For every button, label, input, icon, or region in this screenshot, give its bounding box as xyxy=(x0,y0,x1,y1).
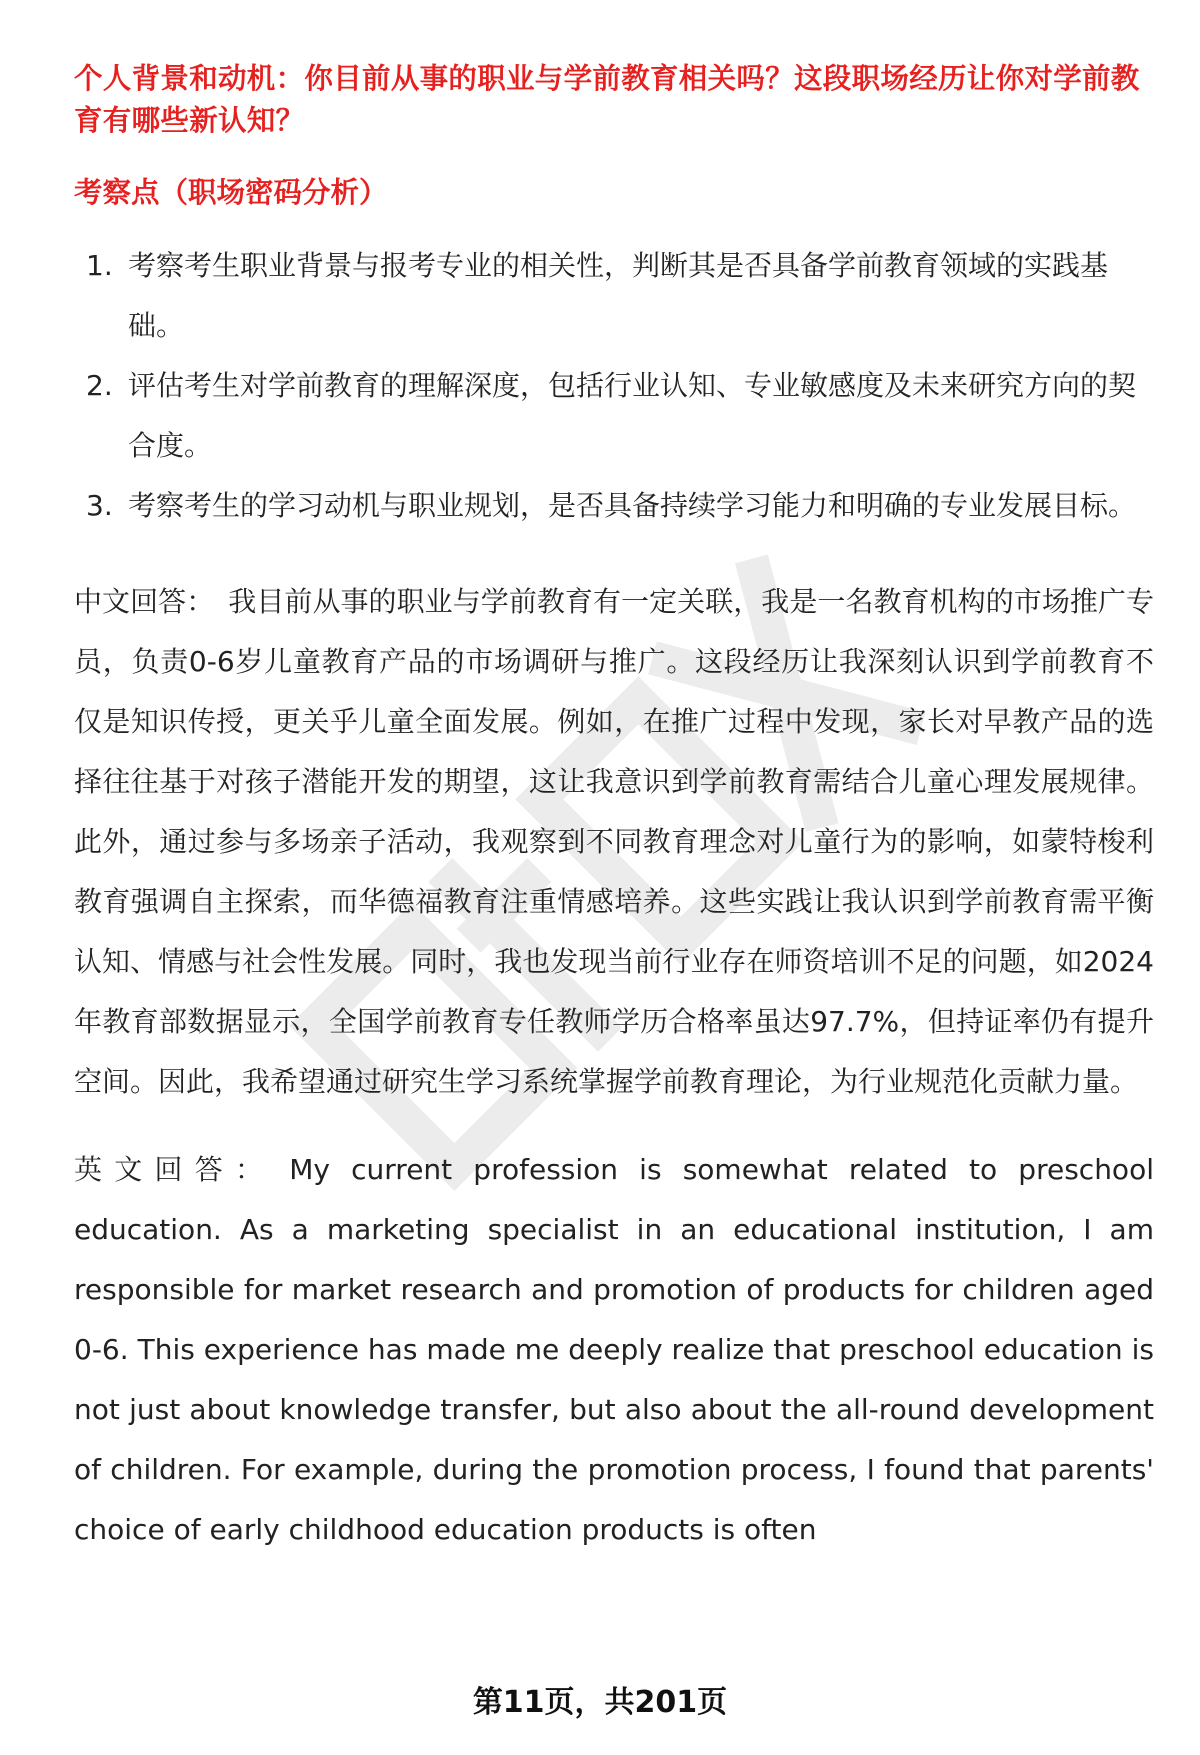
list-item-number: 3. xyxy=(86,489,113,522)
assessment-points-list xyxy=(74,236,1154,536)
list-item-number: 2. xyxy=(86,369,113,402)
page-number-footer: 第11页，共201页 xyxy=(472,1685,728,1720)
list-item xyxy=(74,476,1154,536)
document-content xyxy=(74,58,1154,1560)
english-answer-label: 英文回答： xyxy=(74,1153,276,1186)
chinese-answer xyxy=(74,572,1154,1112)
english-answer xyxy=(74,1140,1154,1560)
chinese-answer-label: 中文回答： xyxy=(74,585,215,618)
list-item xyxy=(74,236,1154,356)
question-heading: 个人背景和动机：你目前从事的职业与学前教育相关吗？这段职场经历让你对学前教育有哪些新认知？ xyxy=(74,62,1140,137)
list-item-text: 考察考生的学习动机与职业规划，是否具备持续学习能力和明确的专业发展目标。 xyxy=(128,489,1137,522)
list-item-text: 考察考生职业背景与报考专业的相关性，判断其是否具备学前教育领域的实践基础。 xyxy=(128,249,1109,342)
chinese-answer-text: 我目前从事的职业与学前教育有一定关联，我是一名教育机构的市场推广专员，负责0-6岁儿童教育产品的市场调研与推广。这段经历让我深刻认识到学前教育不仅是知识传授，更关乎儿童全面发展。例如，在推广过程中发现，家长对早教产品的选择往往基于对孩子潜能开发的期望，这让我意识到学前教育需结合儿童心理发展规律。此外，通过参与多场亲子活动，我观察到不同教育理念对儿童行为的影响，如蒙特梭利教育强调自主探索，而华德福教育注重情感培养。这些实践让我认识到学前教育需平衡认知、情感与社会性发展。同时，我也发现当前行业存在师资培训不足的问题，如2024年教育部数据显示，全国学前教育专任教师学历合格率虽达97.7%，但持证率仍有提升空间。因此，我希望通过研究生学习系统掌握学前教育理论，为行业规范化贡献力量。 xyxy=(74,585,1154,1098)
section-title: 考察点（职场密码分析） xyxy=(74,176,388,209)
list-item xyxy=(74,356,1154,476)
english-answer-text: My current profession is somewhat related to preschool education. As a marketing specialist in an educational institution, I am responsible for market research and promotion of products for children aged 0-6. This experience has made me deeply realize that preschool education is not just about knowledge transfer, but also about the all-round development of children. For example, during the promotion process, I found that parents' choice of early childhood education products is often xyxy=(74,1153,1154,1546)
list-item-text: 评估考生对学前教育的理解深度，包括行业认知、专业敏感度及未来研究方向的契合度。 xyxy=(128,369,1137,462)
list-item-number: 1. xyxy=(86,249,113,282)
